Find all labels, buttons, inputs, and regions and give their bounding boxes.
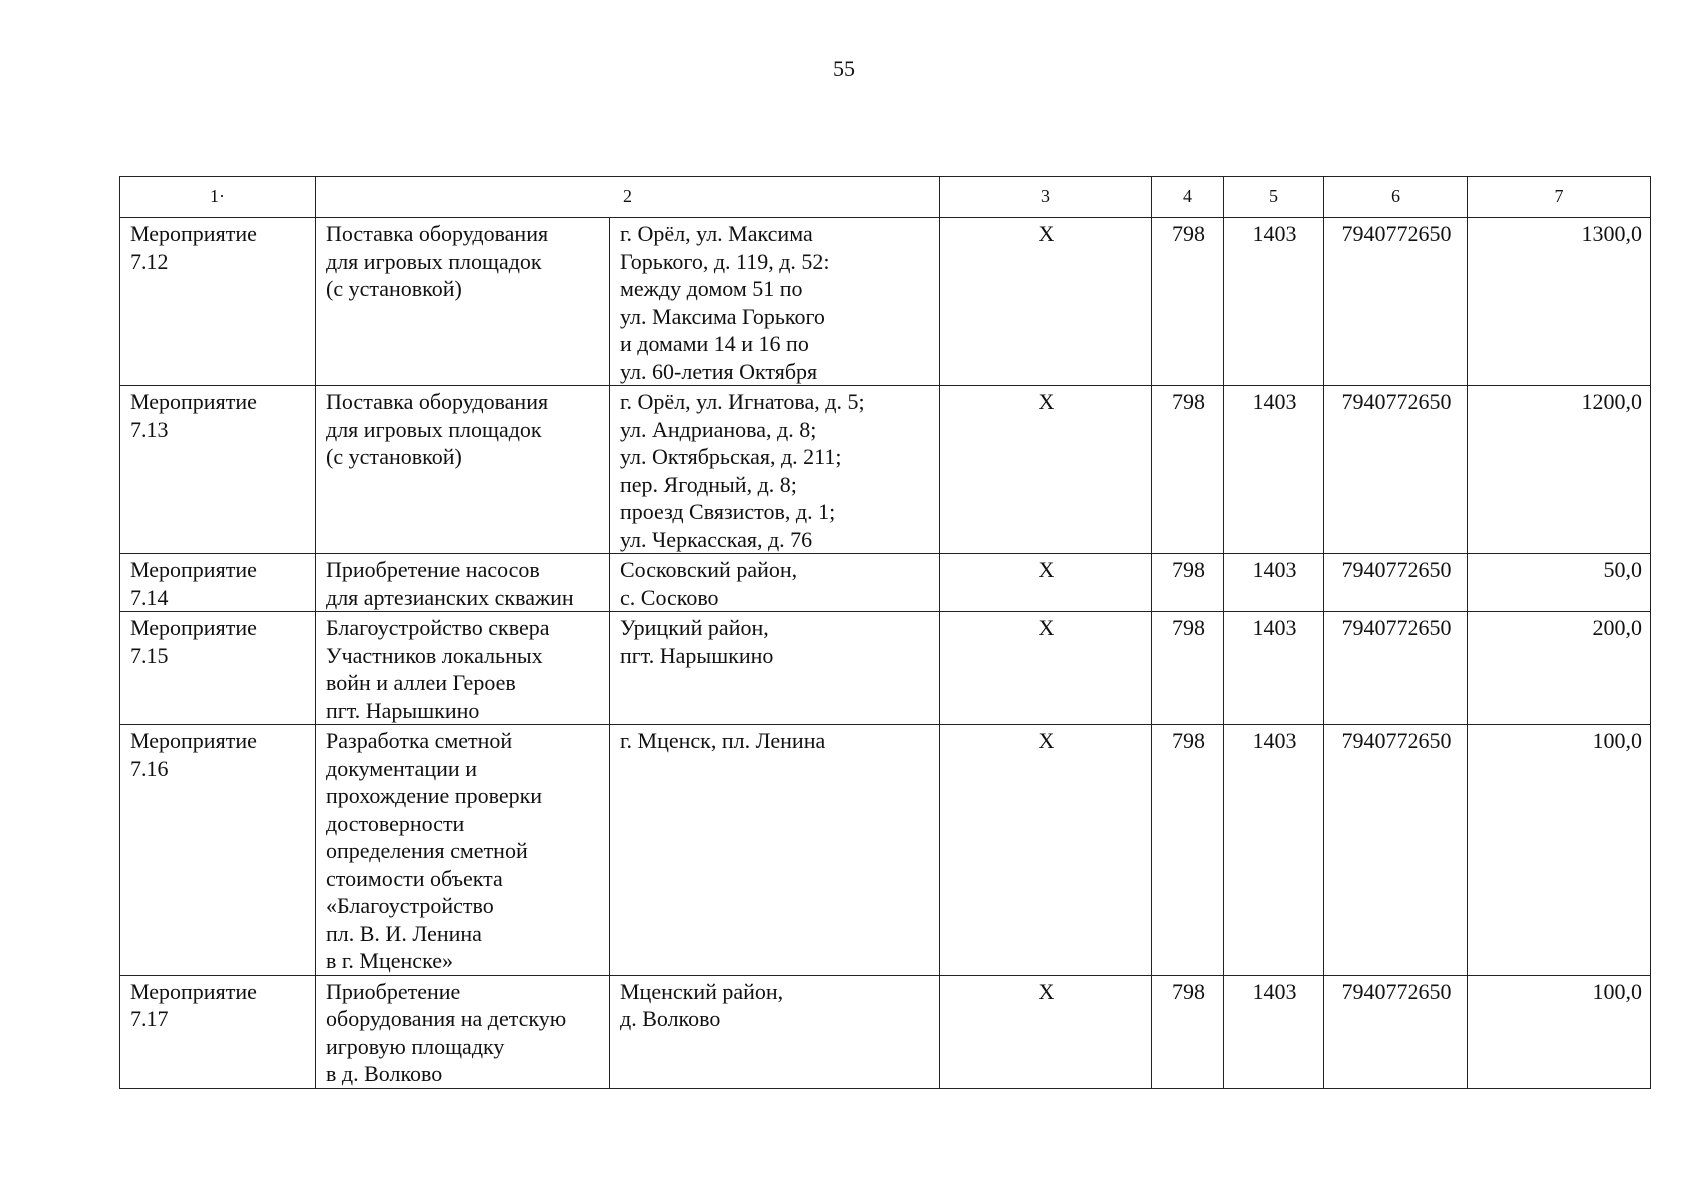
header-col-6: 6 [1324, 177, 1468, 218]
event-name-line: игровую площадку [326, 1033, 505, 1059]
table-row [120, 386, 1651, 554]
event-name-line: документации и [326, 755, 477, 781]
event-name-line: Участников локальных [326, 642, 543, 668]
event-address-line: с. Сосково [620, 584, 719, 610]
col6-value: 7940772650 [1324, 218, 1468, 386]
header-col-7: 7 [1468, 177, 1651, 218]
col6-value: 7940772650 [1324, 975, 1468, 1088]
event-label: Мероприятие [130, 978, 257, 1004]
col7-value: 100,0 [1468, 975, 1651, 1088]
event-address-cell [610, 612, 940, 725]
event-name-line: войн и аллеи Героев [326, 670, 516, 695]
event-number: 7.15 [130, 642, 169, 668]
event-name-line: для игровых площадок [326, 416, 542, 442]
event-address-line: проезд Связистов, д. 1; [620, 499, 836, 524]
table-row [120, 554, 1651, 612]
col5-value: 1403 [1224, 554, 1324, 612]
event-name-line: прохождение проверки [326, 783, 543, 808]
event-address-line: Урицкий район, [620, 615, 769, 640]
event-address-line: пер. Ягодный, д. 8; [620, 471, 797, 497]
event-label-cell [120, 975, 316, 1088]
event-address-cell [610, 386, 940, 554]
col7-value: 50,0 [1468, 554, 1651, 612]
col6-value: 7940772650 [1324, 386, 1468, 554]
event-address-line: д. Волково [620, 1006, 721, 1031]
event-name-cell [316, 386, 610, 554]
event-label: Мероприятие [130, 728, 257, 753]
event-name-cell [316, 725, 610, 976]
table-row [120, 218, 1651, 386]
document-table [119, 176, 1651, 1089]
event-address-line: ул. Октябрьская, д. 211; [620, 444, 842, 469]
col3-value: X [940, 554, 1152, 612]
event-address-line: г. Мценск, пл. Ленина [620, 728, 826, 753]
header-col-1: 1· [120, 177, 316, 218]
event-name-line: (с установкой) [326, 276, 462, 301]
col5-value: 1403 [1224, 725, 1324, 976]
event-name-line: достоверности [326, 810, 465, 836]
col5-value: 1403 [1224, 218, 1324, 386]
col6-value: 7940772650 [1324, 612, 1468, 725]
event-label: Мероприятие [130, 221, 257, 246]
event-name-line: в д. Волково [326, 1061, 443, 1086]
col7-value: 1200,0 [1468, 386, 1651, 554]
event-label-cell [120, 612, 316, 725]
col3-value: X [940, 218, 1152, 386]
event-name-cell [316, 975, 610, 1088]
event-address-line: ул. 60-летия Октября [620, 358, 818, 384]
event-name-line: Благоустройство сквера [326, 615, 550, 640]
event-label: Мероприятие [130, 615, 257, 640]
event-address-line: и домами 14 и 16 по [620, 331, 809, 356]
event-address-line: между домом 51 по [620, 276, 803, 301]
col4-value: 798 [1152, 725, 1224, 976]
event-address-cell [610, 725, 940, 976]
header-col-5: 5 [1224, 177, 1324, 218]
col7-value: 1300,0 [1468, 218, 1651, 386]
header-col-2: 2 [316, 177, 940, 218]
event-label: Мероприятие [130, 557, 257, 582]
table-row [120, 612, 1651, 725]
event-name-line: стоимости объекта [326, 865, 503, 891]
event-number: 7.14 [130, 584, 169, 610]
event-name-line: Приобретение [326, 978, 461, 1004]
event-address-line: пгт. Нарышкино [620, 642, 774, 668]
col5-value: 1403 [1224, 612, 1324, 725]
col4-value: 798 [1152, 612, 1224, 725]
col7-value: 200,0 [1468, 612, 1651, 725]
header-col-3: 3 [940, 177, 1152, 218]
event-address-line: ул. Андрианова, д. 8; [620, 416, 817, 442]
table-row [120, 725, 1651, 976]
event-name-line: для игровых площадок [326, 248, 542, 274]
event-number: 7.17 [130, 1006, 169, 1031]
event-label-cell [120, 218, 316, 386]
event-address-line: ул. Черкасская, д. 76 [620, 526, 813, 552]
col6-value: 7940772650 [1324, 725, 1468, 976]
event-name-cell [316, 218, 610, 386]
event-address-line: Мценский район, [620, 978, 784, 1004]
event-number: 7.12 [130, 248, 169, 274]
event-name-line: «Благоустройство [326, 893, 494, 918]
col4-value: 798 [1152, 218, 1224, 386]
event-label-cell [120, 725, 316, 976]
event-name-line: Разработка сметной [326, 728, 513, 753]
col3-value: X [940, 386, 1152, 554]
event-address-line: г. Орёл, ул. Максима [620, 221, 813, 246]
event-name-line: в г. Мценске» [326, 948, 453, 973]
event-address-cell [610, 218, 940, 386]
event-label-cell [120, 554, 316, 612]
event-name-line: Поставка оборудования [326, 221, 549, 246]
event-address-line: Горького, д. 119, д. 52: [620, 248, 830, 274]
event-address-line: г. Орёл, ул. Игнатова, д. 5; [620, 389, 865, 414]
col3-value: X [940, 612, 1152, 725]
col6-value: 7940772650 [1324, 554, 1468, 612]
event-label: Мероприятие [130, 389, 257, 414]
page-number: 55 [833, 56, 855, 81]
event-address-line: ул. Максима Горького [620, 303, 825, 329]
header-col-4: 4 [1152, 177, 1224, 218]
event-number: 7.13 [130, 416, 169, 442]
event-name-line: Приобретение насосов [326, 557, 540, 582]
event-number: 7.16 [130, 755, 169, 781]
col7-value: 100,0 [1468, 725, 1651, 976]
table-header-row [120, 177, 1651, 218]
event-name-line: для артезианских скважин [326, 584, 574, 610]
event-address-cell [610, 975, 940, 1088]
event-name-line: (с установкой) [326, 444, 462, 469]
event-name-line: пгт. Нарышкино [326, 697, 480, 723]
col4-value: 798 [1152, 975, 1224, 1088]
col5-value: 1403 [1224, 386, 1324, 554]
event-name-line: Поставка оборудования [326, 389, 549, 414]
event-name-line: определения сметной [326, 838, 528, 863]
table-row [120, 975, 1651, 1088]
event-address-line: Сосковский район, [620, 557, 798, 582]
col5-value: 1403 [1224, 975, 1324, 1088]
col3-value: X [940, 725, 1152, 976]
col4-value: 798 [1152, 386, 1224, 554]
event-name-line: оборудования на детскую [326, 1006, 567, 1031]
event-name-cell [316, 612, 610, 725]
event-label-cell [120, 386, 316, 554]
event-address-cell [610, 554, 940, 612]
event-name-line: пл. В. И. Ленина [326, 920, 482, 946]
event-name-cell [316, 554, 610, 612]
col4-value: 798 [1152, 554, 1224, 612]
col3-value: X [940, 975, 1152, 1088]
